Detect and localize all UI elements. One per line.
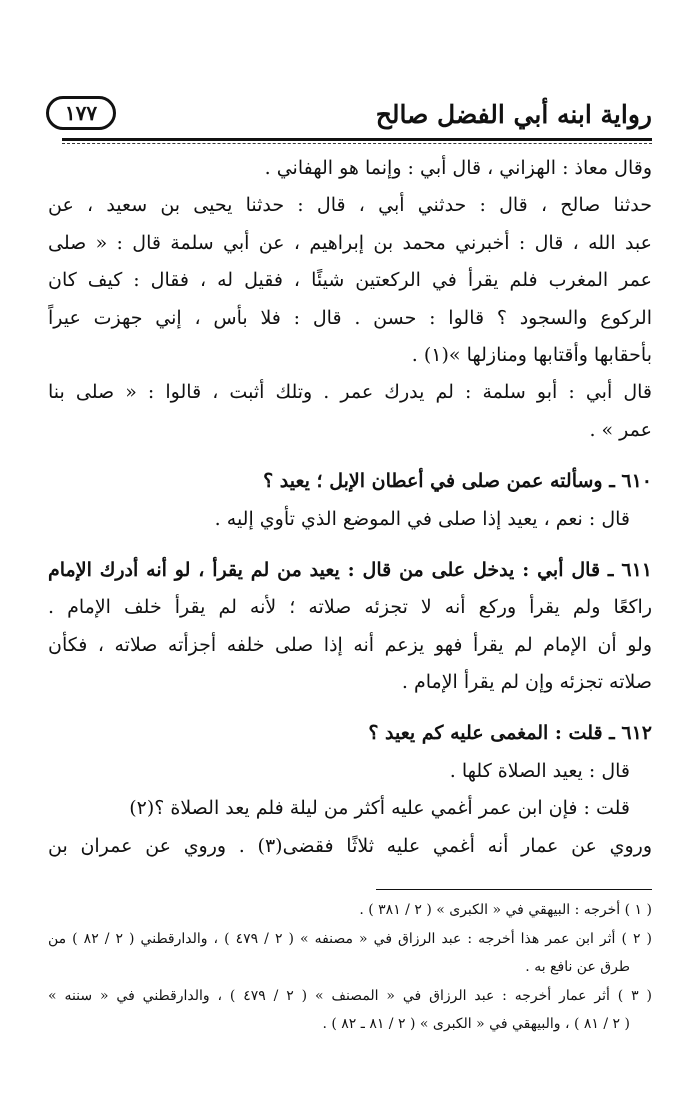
text-line: بأحقابها وأقتابها ومنازلها »(١) . (411, 343, 652, 366)
running-title: رواية ابنه أبي الفضل صالح (375, 100, 652, 129)
page-header (46, 96, 652, 136)
footnote-1: ( ١ ) أخرجه : البيهقي في « الكبرى » ( ٢ / ٣٨١ ) . (359, 902, 652, 918)
footnote-3-cont: ( ٢ / ٨١ ) ، والبيهقي في « الكبرى » ( ٢ / ٨١ ـ ٨٢ ) . (322, 1016, 630, 1032)
footnotes (48, 896, 652, 1039)
footnote-2-cont: طرق عن نافع به . (525, 959, 630, 975)
text-line: قلت : فإن ابن عمر أغمي عليه أكثر من ليلة فلم يعد الصلاة ؟(٢) (129, 797, 630, 820)
paragraph-gap (48, 701, 652, 715)
main-text (48, 150, 652, 865)
paragraph-gap (48, 449, 652, 463)
paragraph-gap (48, 538, 652, 552)
text-line: قال : نعم ، يعيد إذا صلى في الموضع الذي تأوي إليه . (214, 507, 630, 530)
text-line: عمر المغرب فلم يقرأ في الركعتين شيئًا ، فقيل له ، فقال : كيف كان (48, 269, 652, 292)
text-line: وروي عن عمار أنه أغمي عليه ثلاثًا فقضى(٣) . وروي عن عمران بن (48, 834, 652, 857)
text-line: عمر » . (589, 418, 652, 441)
header-rule (62, 138, 652, 141)
text-line: راكعًا ولم يقرأ وركع أنه لا تجزئه صلاته ؛ لأنه لم يقرأ خلف الإمام . (48, 596, 652, 619)
header-rule-dashed (62, 143, 652, 144)
text-line: قال : يعيد الصلاة كلها . (449, 759, 630, 782)
page-number-badge: ١٧٧ (46, 96, 116, 130)
footnote-separator (376, 889, 652, 890)
text-line: ولو أن الإمام لم يقرأ فهو يزعم أنه إذا صلى خلفه أجزأته صلاته ، فكأن (48, 633, 652, 656)
question-612: ٦١٢ ـ قلت : المغمى عليه كم يعيد ؟ (368, 722, 652, 745)
question-611: ٦١١ ـ قال أبي : يدخل على من قال : يعيد من لم يقرأ ، لو أنه أدرك الإمام (48, 558, 652, 581)
text-line: حدثنا صالح ، قال : حدثني أبي ، قال : حدثنا يحيى بن سعيد ، عن (48, 194, 652, 217)
text-line: وقال معاذ : الهزاني ، قال أبي : وإنما هو الهفاني . (264, 157, 652, 179)
footnote-2: ( ٢ ) أثر ابن عمر هذا أخرجه : عبد الرزاق في « مصنفه » ( ٢ / ٤٧٩ ) ، والدارقطني ( ٢ / ٨٢ ) من (48, 930, 652, 947)
text-line: عبد الله ، قال : أخبرني محمد بن إبراهيم ، عن أبي سلمة قال : « صلى (48, 231, 652, 254)
text-line: صلاته تجزئه وإن لم يقرأ الإمام . (401, 671, 652, 694)
footnote-3: ( ٣ ) أثر عمار أخرجه : عبد الرزاق في « المصنف » ( ٢ / ٤٧٩ ) ، والدارقطني في « سننه » (48, 987, 652, 1004)
text-line: قال أبي : أبو سلمة : لم يدرك عمر . وتلك أثبت ، قالوا : « صلى بنا (48, 381, 652, 404)
question-610: ٦١٠ ـ وسألته عمن صلى في أعطان الإبل ؛ يعيد ؟ (263, 470, 652, 493)
text-line: الركوع والسجود ؟ قالوا : حسن . قال : فلا بأس ، إني جهزت عيراً (48, 306, 652, 329)
